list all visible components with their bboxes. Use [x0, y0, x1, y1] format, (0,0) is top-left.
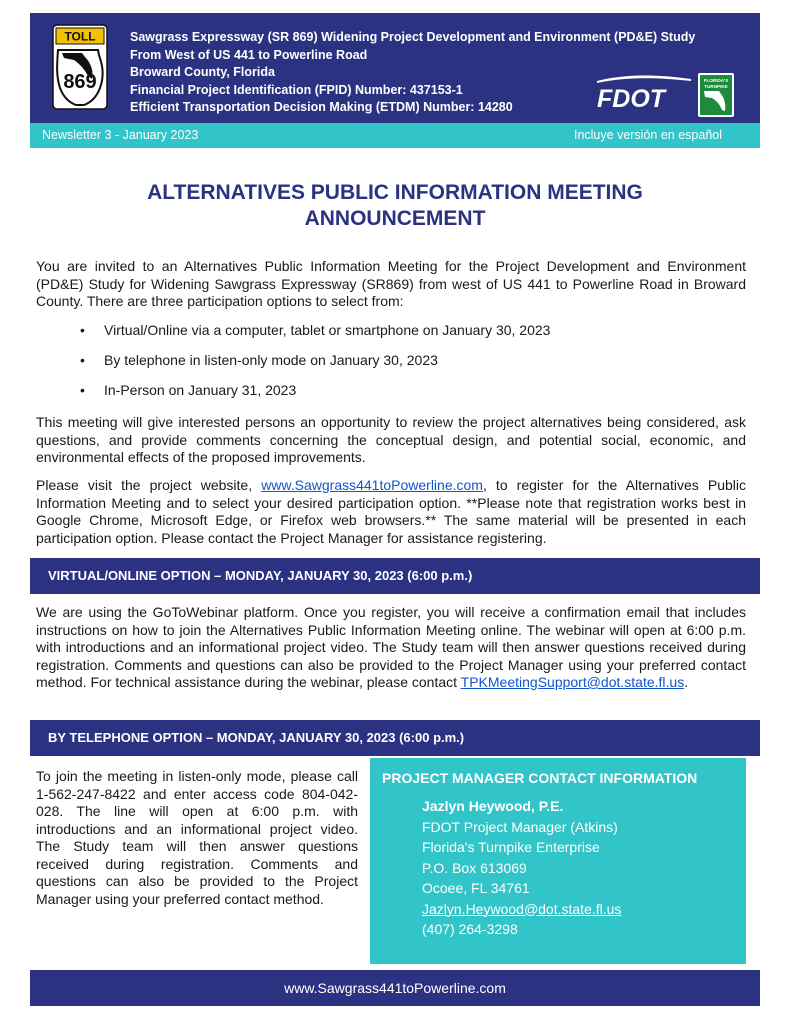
etdm-line: Efficient Transportation Decision Making (ETDM) Number: 14280: [130, 100, 513, 114]
project-manager-contact-box: [370, 758, 746, 964]
fdot-logo-text: FDOT: [597, 85, 666, 113]
contact-phone: (407) 264-3298: [422, 921, 518, 937]
virtual-option-paragraph: [36, 604, 746, 692]
project-county-line: Broward County, Florida: [130, 65, 275, 79]
page-title: [30, 180, 760, 232]
option-telephone: • By telephone in listen-only mode on January 30, 2023: [104, 352, 724, 382]
shield-toll-label: TOLL: [64, 29, 96, 44]
contact-heading: PROJECT MANAGER CONTACT INFORMATION: [382, 770, 698, 786]
virtual-option-end: .: [684, 674, 689, 690]
purpose-paragraph: This meeting will give interested persons an opportunity to review the project alternatives being considered, ask questions, and provide comments concerning the conceptual design, and potential social, economic, and environmental effects of the proposed improvements.: [36, 414, 746, 465]
toll-869-shield-icon: [52, 24, 108, 110]
register-paragraph: [36, 477, 746, 547]
contact-email-link[interactable]: Jazlyn.Heywood@dot.state.fl.us: [422, 900, 622, 917]
telephone-option-paragraph: To join the meeting in listen-only mode, please call 1-562-247-8422 and enter access code 804-042-028. The line will open at 6:00 p.m. with introductions and an informational project video. The Study team will then answer questions received during registration. Comments and questions can also be provided to the Project Manager using your preferred contact method.: [36, 768, 358, 907]
contact-name: Jazlyn Heywood, P.E.: [422, 798, 564, 814]
intro-paragraph: You are invited to an Alternatives Public Information Meeting for the Project Development and Environment (PD&E) Study for Widening Sawgrass Expressway (SR869) from west of US 441 to Powerline Road in Broward County. There are three participation options to select from:: [36, 258, 746, 309]
contact-role: FDOT Project Manager (Atkins): [422, 818, 618, 835]
footer-website[interactable]: www.Sawgrass441toPowerline.com: [30, 970, 760, 1006]
contact-organization: Florida's Turnpike Enterprise: [422, 839, 600, 855]
turnpike-logo-line-2: TURNPIKE: [704, 84, 728, 89]
contact-city: Ocoee, FL 34761: [422, 880, 530, 896]
turnpike-logo-line-1: FLORIDA'S: [703, 78, 729, 83]
fpid-line: Financial Project Identification (FPID) Number: 437153-1: [130, 82, 463, 97]
project-limits-line: From West of US 441 to Powerline Road: [130, 47, 368, 62]
newsletter-issue: Newsletter 3 - January 2023: [42, 128, 199, 142]
project-website-link[interactable]: www.Sawgrass441toPowerline.com: [261, 477, 483, 493]
tech-support-email-link[interactable]: TPKMeetingSupport@dot.state.fl.us: [460, 674, 685, 690]
shield-route-number: 869: [63, 71, 97, 93]
page-title-line-2: ANNOUNCEMENT: [304, 207, 486, 230]
contact-details: [422, 796, 621, 940]
participation-options-list: [104, 322, 724, 412]
virtual-option-heading: VIRTUAL/ONLINE OPTION – MONDAY, JANUARY 30, 2023 (6:00 p.m.): [30, 558, 760, 594]
option-virtual: • Virtual/Online via a computer, tablet or smartphone on January 30, 2023: [104, 322, 724, 352]
telephone-option-heading: BY TELEPHONE OPTION – MONDAY, JANUARY 30, 2023 (6:00 p.m.): [30, 720, 760, 756]
register-text-before: Please visit the project website,: [36, 477, 262, 493]
project-title-line: Sawgrass Expressway (SR 869) Widening Project Development and Environment (PD&E) Study: [130, 30, 696, 44]
virtual-option-text: We are using the GoToWebinar platform. Once you register, you will receive a confirmation email that includes instructions on how to join the Alternatives Public Information Meeting online. The webinar will open at 6:00 p.m. with introductions and an informational project video. The Study team will then answer questions received during registration. Comments and questions can also be provided to the Project Manager using your preferred contact method. For technical assistance during the webinar, please contact: [36, 604, 746, 690]
contact-po-box: P.O. Box 613069: [422, 859, 527, 876]
register-text-after: , to register for the Alternatives Public Information Meeting and to select your desired participation option. **Please note that registration works best in Google Chrome, Microsoft Edge, or Firefox web browsers.** The same material will be presented in each participation option. Please contact the Project Manager for assistance registering.: [36, 477, 747, 546]
newsletter-bar: [30, 123, 760, 148]
page-title-line-1: ALTERNATIVES PUBLIC INFORMATION MEETING: [147, 181, 643, 204]
option-in-person: • In-Person on January 31, 2023: [104, 382, 724, 412]
fdot-swoosh-icon: [597, 75, 691, 83]
spanish-version-note: Incluye versión en español: [573, 128, 722, 142]
fdot-turnpike-logos: [595, 73, 735, 117]
header-banner: [30, 13, 760, 123]
